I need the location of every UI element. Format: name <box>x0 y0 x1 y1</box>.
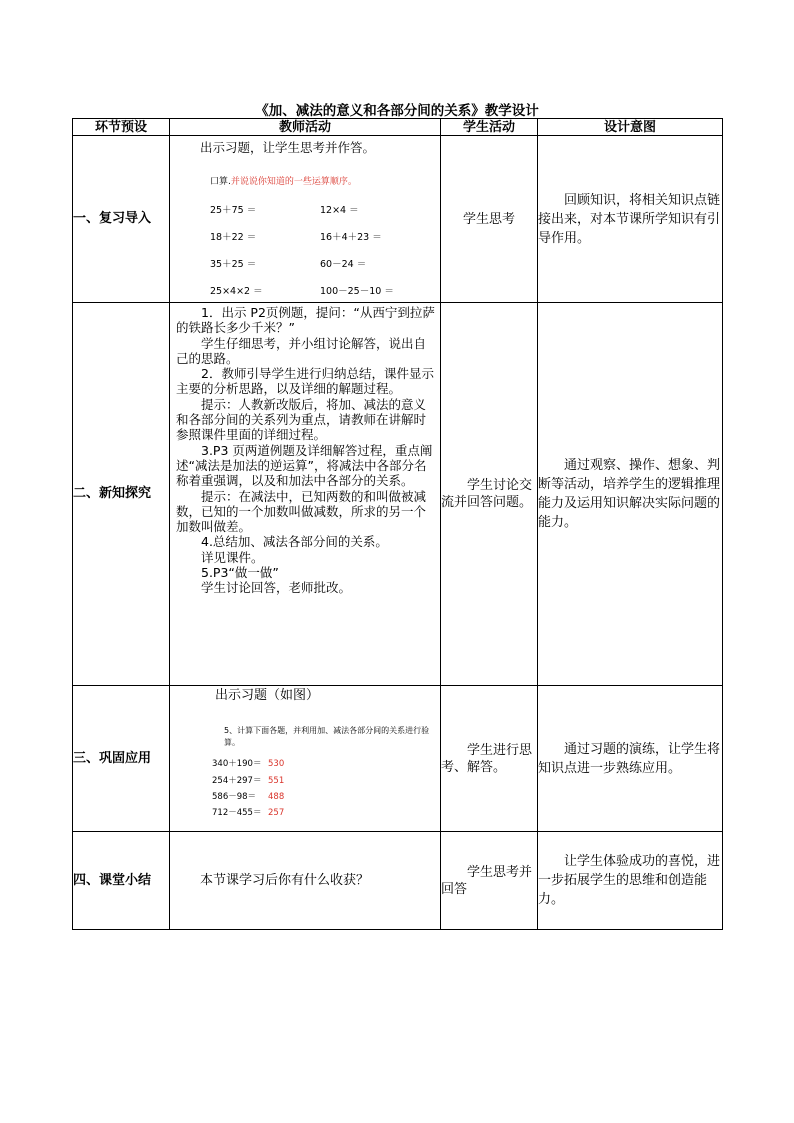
table-row <box>73 686 723 832</box>
lesson-plan-table <box>72 118 723 930</box>
teacher-step: 学生仔细思考，并小组讨论解答，说出自己的思路。 <box>176 335 427 366</box>
caption-text: 口算. <box>210 177 231 188</box>
student-activity-text: 学生讨论交流并回答问题。 <box>441 478 533 510</box>
exercise-question: 254＋297＝ <box>212 775 262 786</box>
stage-cell: 四、课堂小结 <box>73 832 170 930</box>
teacher-activity-cell <box>170 136 441 303</box>
student-activity-cell <box>441 832 538 930</box>
exercise-question: 712－455＝ <box>212 808 262 819</box>
calc-item: 100－25－10 ＝ <box>320 285 394 297</box>
exercise-image-caption <box>210 175 440 190</box>
table-row <box>73 136 723 303</box>
student-activity-cell: 学生思考 <box>441 136 538 303</box>
stage-cell: 一、复习导入 <box>73 136 170 303</box>
teacher-step: 详见课件。 <box>201 549 264 565</box>
teacher-step: 5.P3“做一做” <box>201 565 279 581</box>
design-intent-cell: 通过观察、操作、想象、判断等活动，培养学生的逻辑推理能力及运用知识解决实际问题的能力。 <box>538 303 723 686</box>
teacher-step: 1．出示 P2页例题，提问：“从西宁到拉萨的铁路长多少千米？” <box>176 305 435 336</box>
calc-item: 60－24 ＝ <box>320 258 367 270</box>
design-intent-cell: 通过习题的演练，让学生将知识点进一步熟练应用。 <box>538 686 723 832</box>
document-title: 《加、减法的意义和各部分间的关系》教学设计 <box>255 103 539 119</box>
mental-math-list <box>210 202 440 300</box>
header-design-intent: 设计意图 <box>538 119 723 136</box>
exercise-question: 586－98＝ <box>212 791 257 802</box>
calc-item: 16＋4＋23 ＝ <box>320 231 382 243</box>
teacher-step: 提示：在减法中，已知两数的和叫做被减数，已知的一个加数叫做减数，所求的另一个加数叫做差。 <box>176 488 427 535</box>
caption-highlight: 并说说你知道的一些运算顺序。 <box>230 177 357 188</box>
table-row <box>73 832 723 930</box>
exercise-prompt: 出示习题（如图） <box>215 688 320 703</box>
exercise-task-text: 5、计算下面各题，并利用加、减法各部分间的关系进行验算。 <box>224 726 430 748</box>
teacher-step: 3.P3 页两道例题及详细解答过程，重点阐述“减法是加法的逆运算”，将减法中各部分名称着重强调，以及和加法中各部分的关系。 <box>176 442 433 489</box>
header-teacher-activity: 教师活动 <box>170 119 441 136</box>
design-intent-cell: 回顾知识，将相关知识点链接出来，对本节课所学知识有引导作用。 <box>538 136 723 303</box>
header-student-activity: 学生活动 <box>441 119 538 136</box>
calc-item: 18＋22 ＝ <box>210 231 257 243</box>
exercise-prompt: 出示习题，让学生思考并作答。 <box>200 140 376 155</box>
student-activity-cell <box>441 686 538 832</box>
exercise-answer: 530 <box>268 759 285 770</box>
teacher-activity-cell: 本节课学习后你有什么收获？ <box>170 832 441 930</box>
calc-item: 25＋75 ＝ <box>210 204 257 216</box>
teacher-step: 2．教师引导学生进行归纳总结，课件显示主要的分析思路，以及详细的解题过程。 <box>176 366 434 397</box>
table-row <box>73 303 723 686</box>
calc-item: 35＋25 ＝ <box>210 258 257 270</box>
teacher-step: 4.总结加、减法各部分间的关系。 <box>201 534 388 550</box>
student-activity-text: 学生进行思考、解答。 <box>441 742 533 775</box>
exercise-answer: 551 <box>268 775 285 786</box>
calc-item: 25×4×2 ＝ <box>210 285 263 297</box>
calc-item: 12×4 ＝ <box>320 204 359 216</box>
table-header-row <box>73 119 723 136</box>
teacher-step: 提示：人教新改版后，将加、减法的意义和各部分间的关系列为重点，请教师在讲解时参照课件里面的详细过程。 <box>176 396 427 443</box>
student-activity-cell <box>441 303 538 686</box>
exercise-answer: 488 <box>268 791 285 802</box>
header-stage: 环节预设 <box>73 119 170 136</box>
teacher-activity-cell <box>170 303 441 686</box>
design-intent-cell: 让学生体验成功的喜悦，进一步拓展学生的思维和创造能力。 <box>538 832 723 930</box>
stage-cell: 二、新知探究 <box>73 303 170 686</box>
teacher-activity-cell <box>170 686 441 832</box>
student-activity-text: 学生思考并回答 <box>441 864 533 897</box>
stage-cell: 三、巩固应用 <box>73 686 170 832</box>
teacher-step: 学生讨论回答，老师批改。 <box>201 580 352 596</box>
exercise-question: 340＋190＝ <box>212 759 262 770</box>
exercise-answer: 257 <box>268 808 285 819</box>
exercise-list <box>212 757 440 821</box>
